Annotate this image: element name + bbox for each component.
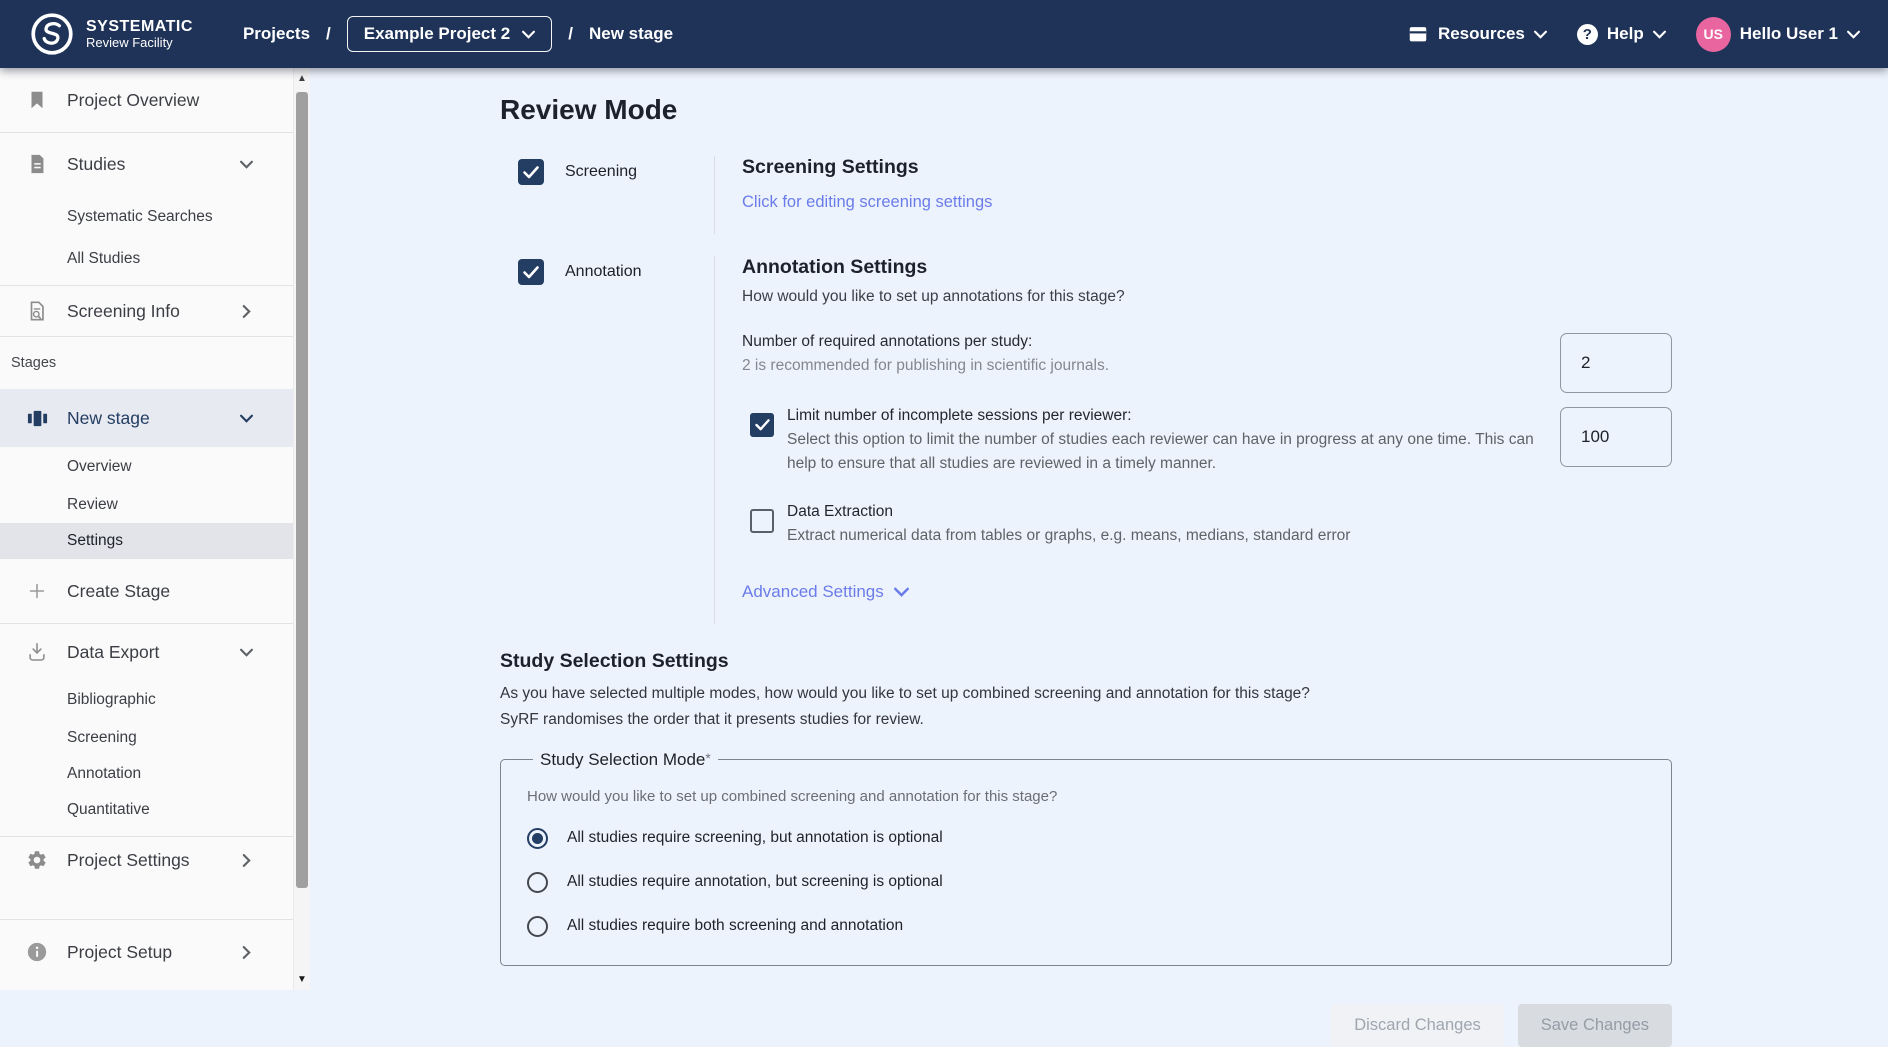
study-selection-question: How would you like to set up combined screening and annotation for this stage? (527, 787, 1058, 805)
chevron-down-icon (1653, 30, 1666, 39)
save-changes-button[interactable]: Save Changes (1518, 1004, 1672, 1047)
breadcrumb-separator: / (326, 24, 331, 43)
chevron-down-icon (522, 30, 535, 39)
sidebar-item-new-stage[interactable] (0, 389, 293, 447)
logo-text (86, 19, 193, 49)
sidebar-item-stage-overview[interactable] (0, 447, 293, 487)
project-selector-label: Example Project 2 (363, 24, 511, 43)
help-menu[interactable] (1577, 24, 1666, 45)
chevron-right-icon (242, 854, 251, 867)
chevron-down-icon (1847, 30, 1860, 39)
sidebar-item-systematic-searches[interactable] (0, 195, 293, 239)
form-actions (500, 1004, 1672, 1047)
sidebar-item-all-studies[interactable] (0, 239, 293, 279)
screening-checkbox-label: Screening (565, 163, 638, 180)
radio-option-both-required[interactable] (527, 916, 1645, 937)
chevron-down-icon (240, 414, 253, 423)
avatar: US (1696, 17, 1731, 52)
radio-option-annotation-required[interactable] (527, 872, 1645, 893)
radio-option-label: All studies require annotation, but screening is optional (567, 873, 943, 890)
logo-line1: SYSTEMATIC (86, 17, 193, 35)
annotation-settings-title: Annotation Settings (742, 256, 928, 278)
chevron-down-icon (894, 587, 909, 597)
radio-option-label: All studies require both screening and annotation (567, 917, 904, 934)
limit-sessions-checkbox[interactable] (750, 413, 774, 437)
sidebar-item-create-stage[interactable] (0, 559, 293, 623)
sidebar-item-label: Create Stage (67, 580, 171, 601)
sidebar-item-label: Project Setup (67, 941, 173, 962)
logo-line2: Review Facility (86, 34, 173, 50)
advanced-settings-label: Advanced Settings (742, 581, 884, 601)
data-extraction-row (742, 503, 1672, 548)
sidebar-item-project-setup[interactable] (0, 920, 293, 984)
annotation-checkbox[interactable] (518, 259, 544, 285)
required-annotations-note: 2 is recommended for publishing in scientific journals. (742, 357, 1110, 374)
chevron-down-icon (240, 648, 253, 657)
sidebar-subitem-label: All Studies (67, 250, 141, 267)
sidebar-subitem-label: Systematic Searches (67, 208, 213, 225)
gear-icon (24, 849, 50, 871)
project-selector-dropdown[interactable] (347, 16, 552, 52)
sidebar (0, 68, 310, 990)
study-selection-title: Study Selection Settings (500, 649, 729, 672)
radio-option-label: All studies require screening, but annotation is optional (567, 829, 943, 846)
study-selection-desc-2: SyRF randomises the order that it presents studies for review. (500, 710, 924, 728)
sidebar-item-project-overview[interactable] (0, 68, 293, 132)
breadcrumb-separator: / (568, 24, 573, 43)
download-icon (24, 641, 50, 663)
sidebar-subitem-label: Settings (67, 532, 124, 549)
radio-option-screening-required[interactable] (527, 828, 1645, 849)
screening-settings-title: Screening Settings (742, 156, 919, 178)
stages-section-label: Stages (11, 355, 57, 371)
data-extraction-description: Extract numerical data from tables or graphs, e.g. means, medians, standard error (787, 527, 1351, 544)
discard-changes-button[interactable]: Discard Changes (1331, 1004, 1504, 1047)
top-navbar (0, 0, 1888, 68)
resources-label: Resources (1437, 24, 1525, 43)
sidebar-subitem-label: Bibliographic (67, 691, 156, 708)
resources-menu[interactable] (1407, 23, 1547, 45)
sidebar-item-label: Studies (67, 153, 126, 174)
sidebar-item-label: Project Settings (67, 849, 190, 870)
study-selection-section (500, 650, 1672, 966)
plus-icon (24, 580, 50, 602)
chevron-down-icon (240, 160, 253, 169)
radio-button[interactable] (527, 916, 548, 937)
sidebar-scrollbar[interactable] (293, 68, 310, 990)
bookmark-icon (24, 89, 50, 111)
user-greeting: Hello User 1 (1739, 24, 1838, 43)
scroll-up-arrow-icon[interactable]: ▲ (297, 73, 307, 84)
sidebar-item-data-export[interactable] (0, 624, 293, 680)
sidebar-item-stage-settings[interactable] (0, 523, 293, 559)
page-title: Review Mode (500, 94, 678, 125)
required-annotations-row (742, 333, 1672, 393)
document-search-icon (24, 300, 50, 322)
syrf-logo[interactable] (30, 12, 193, 56)
syrf-swirl-icon (30, 12, 74, 56)
chevron-right-icon (242, 946, 251, 959)
required-annotations-label: Number of required annotations per study: (742, 333, 1033, 350)
limit-sessions-description: Select this option to limit the number of studies each reviewer can have in progress at any one time. This can help to ensure that all studies are reviewed in a timely manner. (787, 431, 1534, 472)
data-extraction-checkbox[interactable] (750, 509, 774, 533)
scroll-down-arrow-icon[interactable]: ▼ (297, 974, 307, 985)
sidebar-item-label: Data Export (67, 641, 160, 662)
resources-archive-icon (1407, 23, 1429, 45)
required-asterisk: * (705, 749, 711, 766)
annotation-mode-row (500, 256, 1672, 624)
screening-mode-row (500, 156, 1672, 234)
topbar-right-cluster (1407, 17, 1860, 52)
help-label: Help (1606, 24, 1644, 43)
radio-button[interactable] (527, 872, 548, 893)
radio-button-selected[interactable] (527, 828, 548, 849)
user-menu[interactable] (1696, 17, 1860, 52)
sidebar-item-screening-info[interactable] (0, 286, 293, 336)
sidebar-item-label: Project Overview (67, 89, 200, 110)
edit-screening-settings-link[interactable]: Click for editing screening settings (742, 193, 993, 211)
sidebar-item-quantitative[interactable] (0, 792, 293, 828)
sidebar-subitem-label: Overview (67, 458, 132, 475)
limit-sessions-label: Limit number of incomplete sessions per reviewer: (787, 407, 1132, 424)
sidebar-subitem-label: Review (67, 496, 118, 513)
scrollbar-thumb[interactable] (296, 92, 308, 888)
document-icon (24, 153, 50, 175)
annotation-checkbox-label: Annotation (565, 263, 642, 280)
legend-text: Study Selection Mode (540, 749, 706, 769)
study-selection-mode-fieldset (500, 750, 1672, 966)
sidebar-item-label: Screening Info (67, 300, 180, 321)
breadcrumb-projects[interactable]: Projects (242, 24, 311, 43)
study-selection-desc-1: As you have selected multiple modes, how would you like to set up combined screening and annotation for this stage? (500, 684, 1310, 702)
sidebar-item-studies[interactable] (0, 133, 293, 195)
stage-carousel-icon (24, 407, 50, 430)
sidebar-subitem-label: Screening (67, 729, 137, 746)
data-extraction-label: Data Extraction (787, 503, 893, 520)
annotation-question: How would you like to set up annotations for this stage? (742, 288, 1125, 305)
chevron-right-icon (242, 305, 251, 318)
info-icon (24, 941, 50, 963)
sidebar-item-stage-review[interactable] (0, 487, 293, 523)
help-icon: ? (1577, 24, 1598, 45)
limit-sessions-input[interactable] (1560, 407, 1672, 467)
limit-sessions-row (742, 407, 1672, 475)
screening-checkbox[interactable] (518, 159, 544, 185)
breadcrumb-current-stage: New stage (588, 24, 674, 43)
breadcrumb (243, 16, 673, 52)
sidebar-subitem-label: Annotation (67, 765, 142, 782)
sidebar-subitem-label: Quantitative (67, 801, 150, 818)
sidebar-item-export-screening[interactable] (0, 720, 293, 756)
sidebar-item-export-annotation[interactable] (0, 756, 293, 792)
sidebar-item-project-settings[interactable] (0, 837, 293, 883)
chevron-down-icon (1534, 30, 1547, 39)
main-content (310, 68, 1888, 1034)
sidebar-item-label: New stage (67, 407, 150, 428)
study-selection-mode-legend (533, 750, 718, 770)
advanced-settings-toggle[interactable] (742, 582, 1672, 602)
sidebar-item-bibliographic[interactable] (0, 680, 293, 720)
required-annotations-input[interactable] (1560, 333, 1672, 393)
